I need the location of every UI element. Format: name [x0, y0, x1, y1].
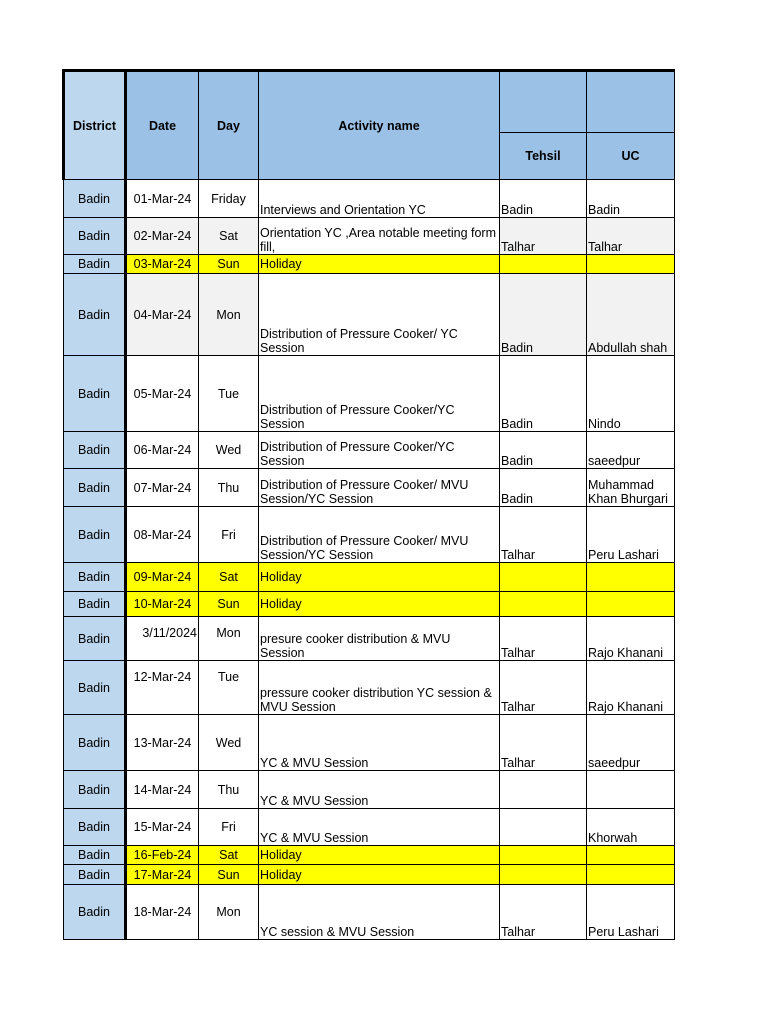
cell-day: Sun — [199, 865, 259, 885]
cell-tehsil — [500, 771, 587, 809]
table-row — [64, 846, 675, 865]
cell-day: Sun — [199, 592, 259, 617]
cell-day: Tue — [199, 356, 259, 432]
cell-district: Badin — [64, 715, 126, 771]
cell-activity: Holiday — [259, 563, 500, 592]
header-uc: UC — [587, 133, 675, 180]
cell-uc — [587, 865, 675, 885]
table-row — [64, 592, 675, 617]
table-row — [64, 432, 675, 469]
cell-date: 05-Mar-24 — [126, 356, 199, 432]
cell-activity: pressure cooker distribution YC session & MVU Session — [259, 661, 500, 715]
cell-uc: Talhar — [587, 218, 675, 255]
cell-uc — [587, 592, 675, 617]
cell-uc: Abdullah shah — [587, 274, 675, 356]
cell-district: Badin — [64, 507, 126, 563]
cell-tehsil: Badin — [500, 180, 587, 218]
cell-date: 04-Mar-24 — [126, 274, 199, 356]
table-row — [64, 617, 675, 661]
cell-tehsil: Talhar — [500, 617, 587, 661]
cell-day: Tue — [199, 661, 259, 715]
cell-activity: presure cooker distribution & MVU Session — [259, 617, 500, 661]
cell-district: Badin — [64, 356, 126, 432]
cell-day: Thu — [199, 469, 259, 507]
cell-activity: Holiday — [259, 592, 500, 617]
cell-district: Badin — [64, 563, 126, 592]
table-row — [64, 469, 675, 507]
cell-district: Badin — [64, 771, 126, 809]
table-row — [64, 255, 675, 274]
header-activity: Activity name — [259, 71, 500, 180]
cell-tehsil: Talhar — [500, 715, 587, 771]
cell-district: Badin — [64, 432, 126, 469]
table-row — [64, 274, 675, 356]
header-district: District — [64, 71, 126, 180]
header-tehsil: Tehsil — [500, 133, 587, 180]
cell-tehsil — [500, 592, 587, 617]
cell-activity: YC session & MVU Session — [259, 885, 500, 940]
cell-date: 14-Mar-24 — [126, 771, 199, 809]
cell-uc — [587, 563, 675, 592]
cell-activity: YC & MVU Session — [259, 715, 500, 771]
cell-activity: Holiday — [259, 255, 500, 274]
cell-activity: YC & MVU Session — [259, 809, 500, 846]
cell-district: Badin — [64, 218, 126, 255]
cell-uc — [587, 771, 675, 809]
cell-day: Friday — [199, 180, 259, 218]
cell-uc: Khorwah — [587, 809, 675, 846]
cell-district: Badin — [64, 865, 126, 885]
cell-date: 18-Mar-24 — [126, 885, 199, 940]
cell-activity: Distribution of Pressure Cooker/ YC Session — [259, 274, 500, 356]
cell-date: 06-Mar-24 — [126, 432, 199, 469]
cell-date: 15-Mar-24 — [126, 809, 199, 846]
schedule-body — [64, 180, 675, 940]
cell-district: Badin — [64, 617, 126, 661]
cell-uc — [587, 846, 675, 865]
cell-district: Badin — [64, 661, 126, 715]
cell-day: Mon — [199, 885, 259, 940]
cell-day: Sun — [199, 255, 259, 274]
cell-tehsil: Badin — [500, 469, 587, 507]
cell-date: 03-Mar-24 — [126, 255, 199, 274]
cell-day: Wed — [199, 432, 259, 469]
cell-tehsil: Badin — [500, 274, 587, 356]
cell-uc: saeedpur — [587, 715, 675, 771]
cell-district: Badin — [64, 180, 126, 218]
cell-district: Badin — [64, 274, 126, 356]
cell-day: Sat — [199, 846, 259, 865]
header-day: Day — [199, 71, 259, 180]
cell-uc: Muhammad Khan Bhurgari — [587, 469, 675, 507]
table-row — [64, 865, 675, 885]
cell-day: Mon — [199, 617, 259, 661]
table-row — [64, 661, 675, 715]
cell-date: 3/11/2024 — [126, 617, 199, 661]
cell-tehsil — [500, 563, 587, 592]
cell-date: 07-Mar-24 — [126, 469, 199, 507]
table-row — [64, 563, 675, 592]
cell-uc: Peru Lashari — [587, 507, 675, 563]
cell-date: 01-Mar-24 — [126, 180, 199, 218]
cell-district: Badin — [64, 809, 126, 846]
table-row — [64, 715, 675, 771]
cell-activity: Distribution of Pressure Cooker/ MVU Session/YC Session — [259, 469, 500, 507]
header-uc-top — [587, 71, 675, 133]
cell-uc: Rajo Khanani — [587, 617, 675, 661]
cell-date: 10-Mar-24 — [126, 592, 199, 617]
cell-tehsil: Badin — [500, 432, 587, 469]
schedule-table — [62, 69, 675, 940]
cell-date: 17-Mar-24 — [126, 865, 199, 885]
table-row — [64, 507, 675, 563]
cell-activity: Holiday — [259, 865, 500, 885]
cell-tehsil — [500, 865, 587, 885]
cell-date: 08-Mar-24 — [126, 507, 199, 563]
cell-day: Fri — [199, 809, 259, 846]
cell-activity: Holiday — [259, 846, 500, 865]
cell-day: Wed — [199, 715, 259, 771]
cell-activity: YC & MVU Session — [259, 771, 500, 809]
table-row — [64, 218, 675, 255]
cell-date: 16-Feb-24 — [126, 846, 199, 865]
cell-uc: saeedpur — [587, 432, 675, 469]
cell-day: Mon — [199, 274, 259, 356]
cell-activity: Distribution of Pressure Cooker/YC Session — [259, 356, 500, 432]
cell-activity: Orientation YC ,Area notable meeting form fill, — [259, 218, 500, 255]
cell-uc: Rajo Khanani — [587, 661, 675, 715]
cell-date: 09-Mar-24 — [126, 563, 199, 592]
cell-date: 13-Mar-24 — [126, 715, 199, 771]
cell-tehsil — [500, 809, 587, 846]
cell-tehsil — [500, 846, 587, 865]
cell-day: Sat — [199, 563, 259, 592]
cell-district: Badin — [64, 592, 126, 617]
cell-uc: Nindo — [587, 356, 675, 432]
cell-activity: Interviews and Orientation YC — [259, 180, 500, 218]
cell-district: Badin — [64, 846, 126, 865]
cell-uc — [587, 255, 675, 274]
cell-tehsil: Talhar — [500, 885, 587, 940]
cell-activity: Distribution of Pressure Cooker/ MVU Session/YC Session — [259, 507, 500, 563]
table-row — [64, 180, 675, 218]
table-row — [64, 809, 675, 846]
cell-day: Thu — [199, 771, 259, 809]
cell-day: Fri — [199, 507, 259, 563]
cell-date: 02-Mar-24 — [126, 218, 199, 255]
cell-uc: Peru Lashari — [587, 885, 675, 940]
cell-tehsil: Talhar — [500, 218, 587, 255]
table-row — [64, 885, 675, 940]
cell-tehsil: Talhar — [500, 507, 587, 563]
header-date: Date — [126, 71, 199, 180]
header-tehsil-top — [500, 71, 587, 133]
table-row — [64, 356, 675, 432]
cell-day: Sat — [199, 218, 259, 255]
cell-district: Badin — [64, 255, 126, 274]
cell-tehsil: Talhar — [500, 661, 587, 715]
cell-district: Badin — [64, 885, 126, 940]
table-row — [64, 771, 675, 809]
cell-tehsil: Badin — [500, 356, 587, 432]
cell-uc: Badin — [587, 180, 675, 218]
cell-district: Badin — [64, 469, 126, 507]
cell-tehsil — [500, 255, 587, 274]
cell-date: 12-Mar-24 — [126, 661, 199, 715]
cell-activity: Distribution of Pressure Cooker/YC Session — [259, 432, 500, 469]
